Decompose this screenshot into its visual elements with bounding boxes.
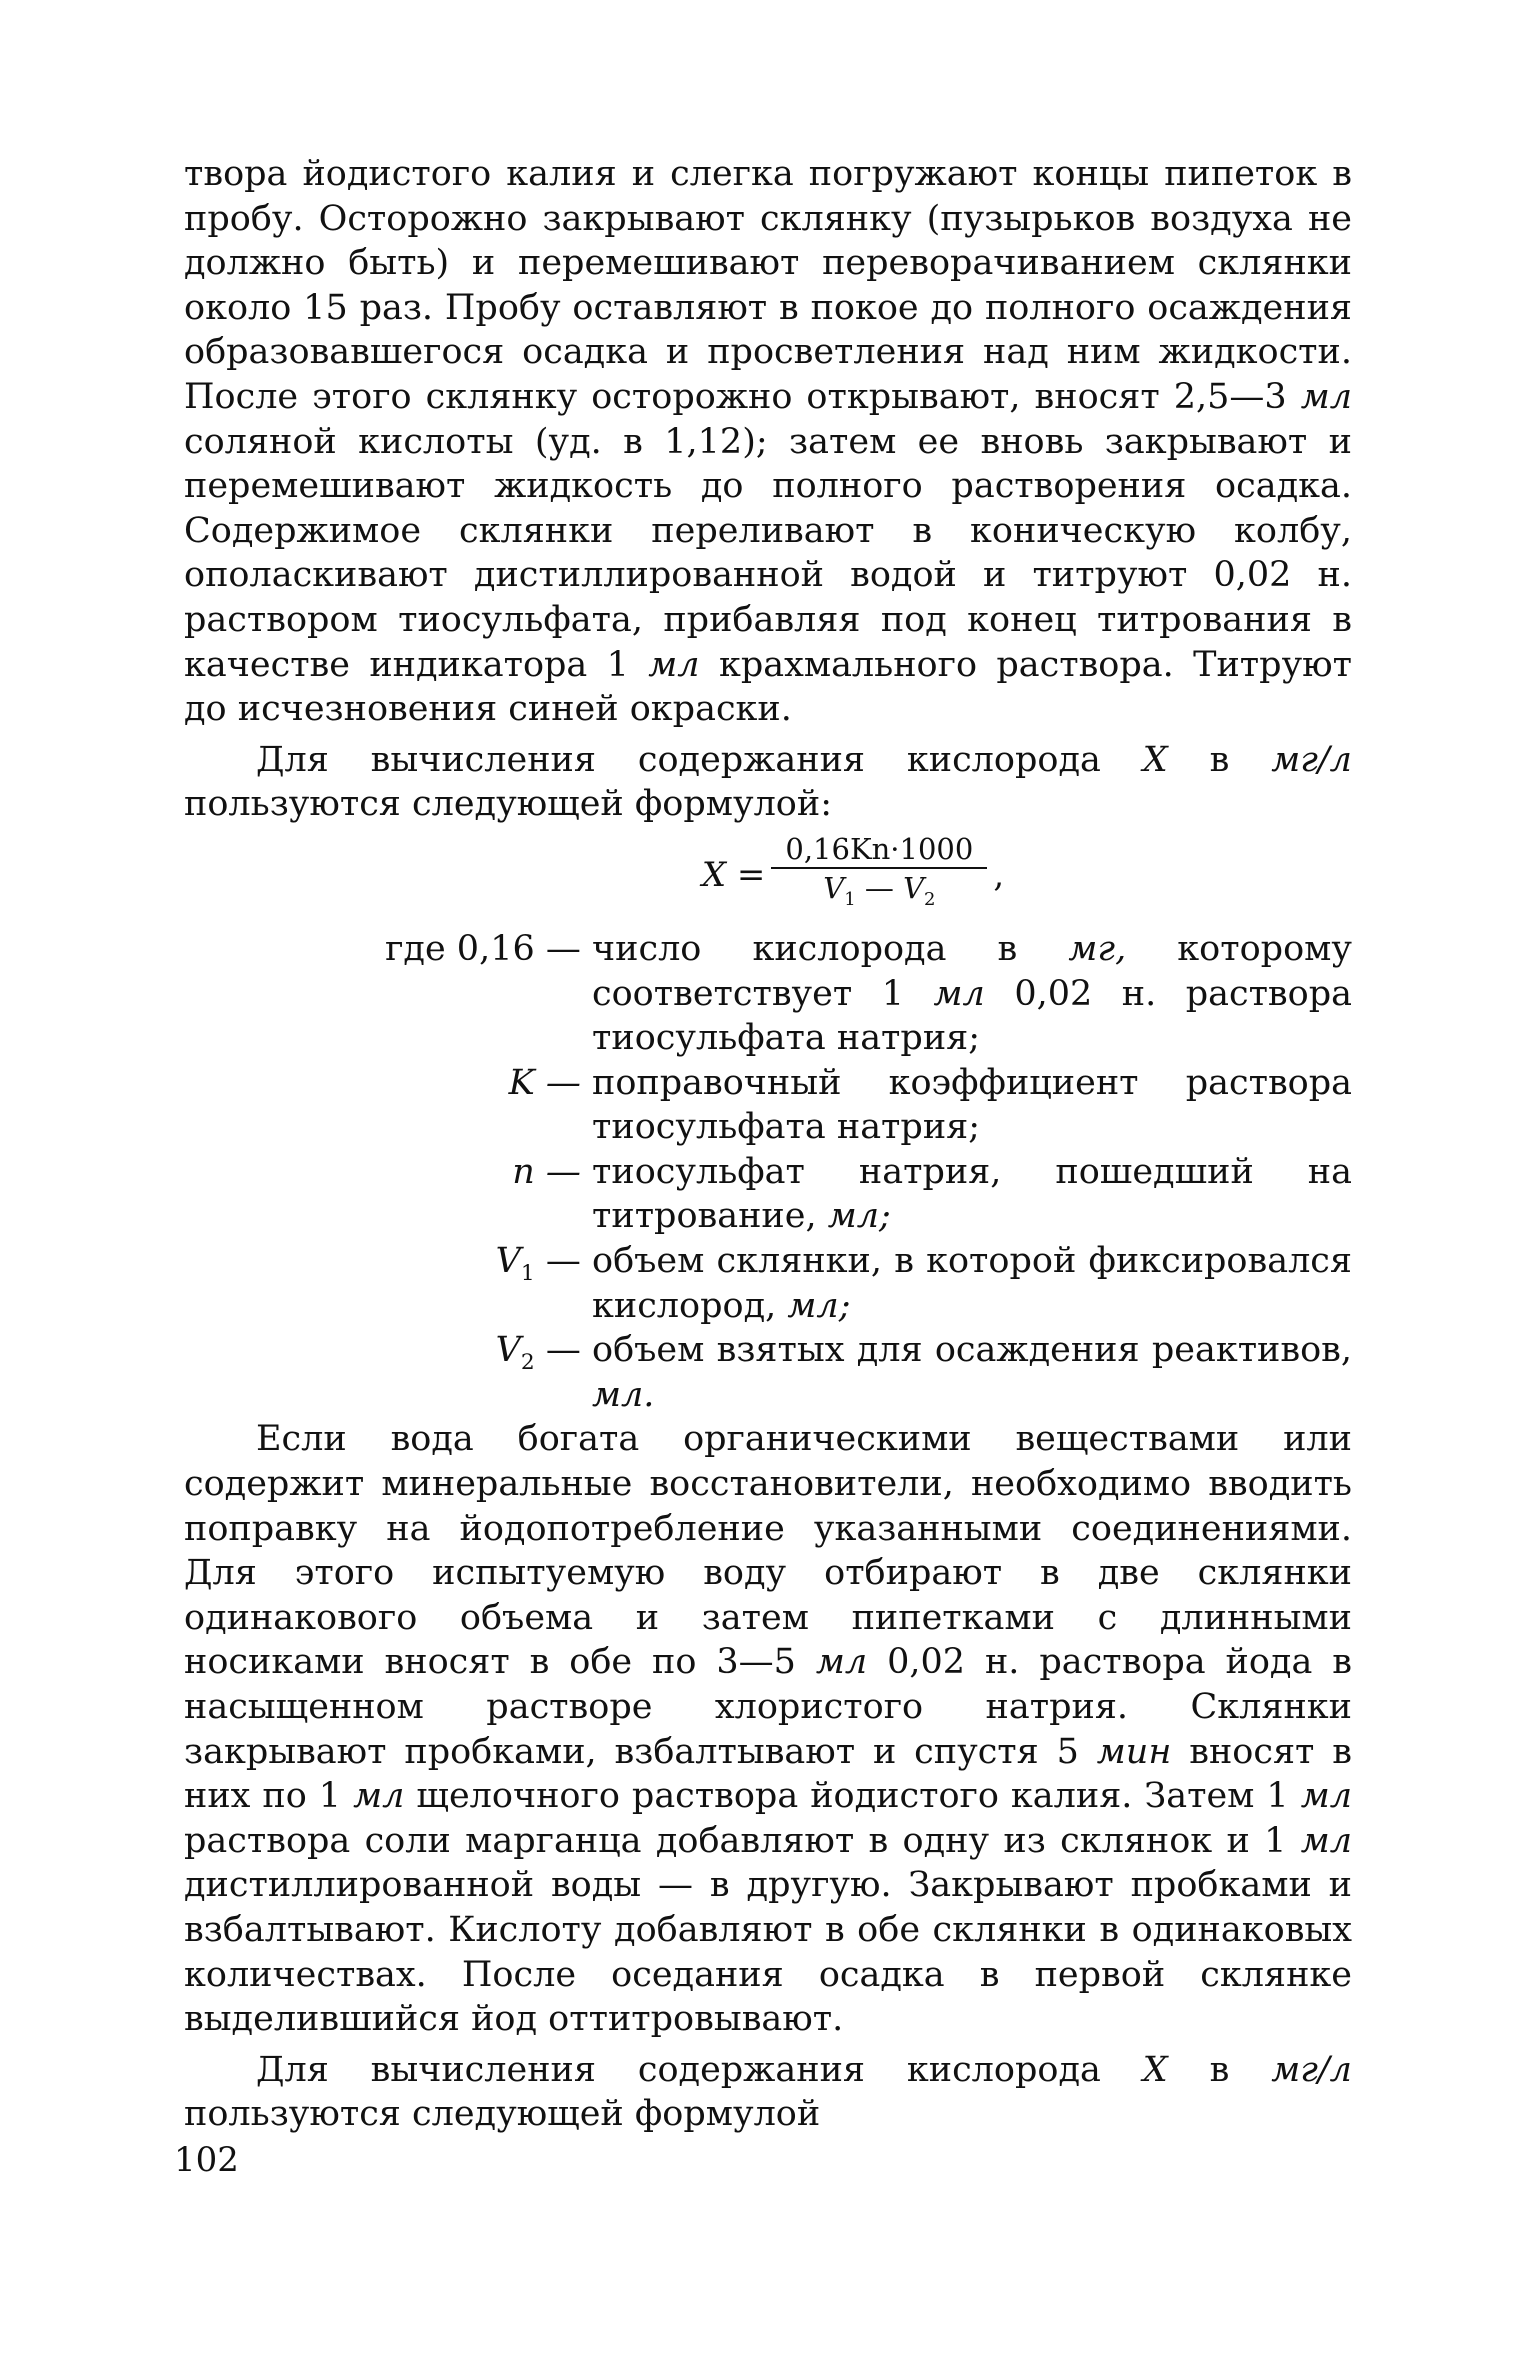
definition-row: $V_1$ — объем склянки, в которой фиксировался кислород, мл; bbox=[495, 1241, 1352, 1326]
oxygen-formula bbox=[354, 829, 1352, 921]
formula-lhs: X = bbox=[701, 854, 766, 895]
definition-row: где 0,16 — число кислорода в мг, которому соответствует 1 мл 0,02 н. раствора тиосульфата натрия; bbox=[385, 928, 1352, 1059]
definition-row: n — тиосульфат натрия, пошедший на титрование, мл; bbox=[512, 1151, 1352, 1237]
formula-comma: , bbox=[993, 854, 1005, 895]
formula-fraction bbox=[771, 831, 987, 919]
paragraph-1: твора йодистого калия и слегка погружают концы пипеток в пробу. Осторожно закрывают склянку (пузырьков воздуха не должно быть) и перемешивают переворачиванием склянки около 15 раз. Пробу оставляют в покое до полного осаждения образовавшегося осадка и просветления над ним жидкости. После этого склянку осторожно открывают, вносят 2,5—3 мл соляной кислоты (уд. в 1,12); затем ее вновь закрывают и перемешивают жидкость до полного растворения осадка. Содержимое склянки переливают в коническую колбу, ополаскивают дистиллированной водой и титруют 0,02 н. раствором тиосульфата, прибавляя под конец титрования в качестве индикатора 1 мл крахмального раствора. Титруют до исчезновения синей окраски. bbox=[184, 154, 1352, 730]
formula-denominator: $V_1$ — $V_2$ bbox=[823, 871, 936, 910]
definition-row: $V_2$ — объем взятых для осаждения реактивов, мл. bbox=[495, 1330, 1352, 1415]
formula-numerator: 0,16Kn·1000 bbox=[771, 831, 987, 869]
definition-row: K — поправочный коэффициент раствора тиосульфата натрия; bbox=[508, 1062, 1352, 1148]
paragraph-4: Для вычисления содержания кислорода X в мг/л пользуются следующей формулой bbox=[184, 2049, 1352, 2135]
page-number: 102 bbox=[174, 2140, 239, 2180]
paragraph-2: Для вычисления содержания кислорода X в мг/л пользуются следующей формулой: bbox=[184, 739, 1352, 825]
formula-definitions bbox=[184, 927, 1352, 1418]
paragraph-3: Если вода богата органическими веществами или содержит минеральные восстановители, необходимо вводить поправку на йодопотребление указанными соединениями. Для этого испытуемую воду отбирают в две склянки одинакового объема и затем пипетками с длинными носиками вносят в обе по 3—5 мл 0,02 н. раствора йода в насыщенном растворе хлористого натрия. Склянки закрывают пробками, взбалтывают и спустя 5 мин вносят в них по 1 мл щелочного раствора йодистого калия. Затем 1 мл раствора соли марганца добавляют в одну из склянок и 1 мл дистиллированной воды — в другую. Закрывают пробками и взбалтывают. Кислоту добавляют в обе склянки в одинаковых количествах. После оседания осадка в первой склянке выделившийся йод оттитровывают. bbox=[184, 1419, 1352, 2040]
